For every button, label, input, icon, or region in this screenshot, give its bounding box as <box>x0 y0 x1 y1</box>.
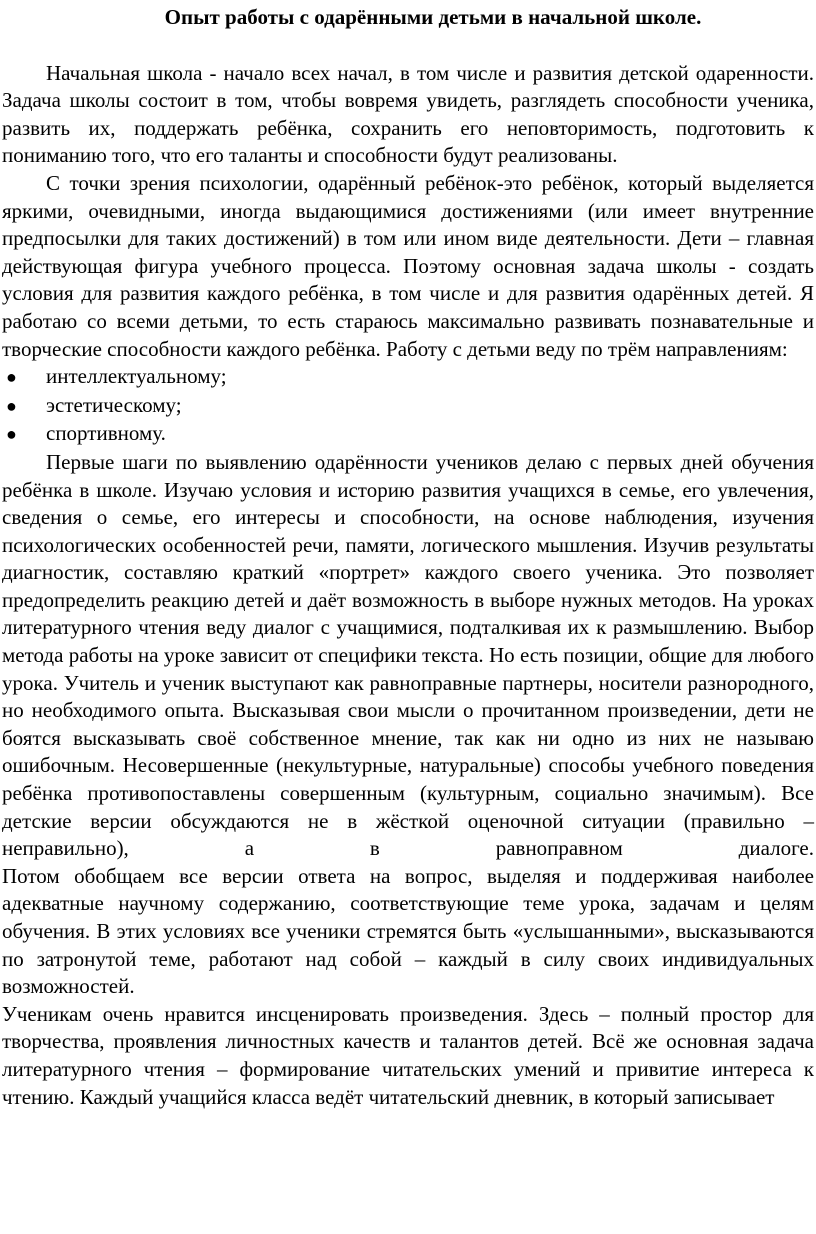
paragraph-generalization: Потом обобщаем все версии ответа на вопрос, выделяя и поддерживая наиболее адекватные научному содержанию, соответствующие теме урока, задачам и целям обучения. В этих условиях все ученики стремятся быть «услышанными», высказываются по затронутой теме, работают над собой – каждый в силу своих индивидуальных возможностей. <box>2 863 814 999</box>
list-item-text: спортивному. <box>46 421 166 446</box>
paragraph-first-steps: Первые шаги по выявлению одарённости учеников делаю с первых дней обучения ребёнка в школе. Изучаю условия и историю развития учащихся в семье, его увлечения, сведения о семье, его интересы и способности, на основе наблюдения, изучения психологических особенностей речи, памяти, логического мышления. Изучив результаты диагностик, составляю краткий «портрет» каждого своего ученика. Это позволяет предопределить реакцию детей и даёт возможность в выборе нужных методов. На уроках литературного чтения веду диалог с учащимися, подталкивая их к размышлению. Выбор метода работы на уроке зависит от специфики текста. Но есть позиции, общие для любого урока. Учитель и ученик выступают как равноправные партнеры, носители разнородного, но необходимого опыта. Высказывая свои мысли о прочитанном произведении, дети не боятся высказывать своё собственное мнение, так как ни одно из них не называю ошибочным. Несовершенные (некультурные, натуральные) способы учебного поведения ребёнка противопоставлены совершенным (культурным, социально значимым). Все детские версии обсуждаются не в жёсткой оценочной ситуации (правильно – неправильно), а в равноправном диалоге. <box>2 449 814 861</box>
paragraph-intro: Начальная школа - начало всех начал, в том числе и развития детской одаренности. Задача школы состоит в том, чтобы вовремя увидеть, разглядеть способности ученика, развить их, поддержать ребёнка, сохранить его неповторимость, подготовить к пониманию того, что его таланты и способности будут реализованы. <box>2 60 814 168</box>
paragraph-dramatization: Ученикам очень нравится инсценировать произведения. Здесь – полный простор для творчества, проявления личностных качеств и талантов детей. Всё же основная задача литературного чтения – формирование читательских умений и привитие интереса к чтению. Каждый учащийся класса ведёт читательский дневник, в который записывает <box>2 1001 814 1109</box>
list-item <box>2 392 814 421</box>
directions-list <box>2 363 814 449</box>
bullet-icon: ● <box>6 424 17 445</box>
list-item-text: эстетическому; <box>46 392 182 417</box>
bullet-icon: ● <box>6 367 17 388</box>
list-item <box>2 363 814 392</box>
list-item-text: интеллектуальному; <box>46 364 227 389</box>
list-item <box>2 420 814 449</box>
paragraph-psychology: С точки зрения психологии, одарённый ребёнок-это ребёнок, который выделяется яркими, очевидными, иногда выдающимися достижениями (или имеет внутренние предпосылки для таких достижений) в том или ином виде деятельности. Дети – главная действующая фигура учебного процесса. Поэтому основная задача школы - создать условия для развития каждого ребёнка, в том числе и для развития одарённых детей. Я работаю со всеми детьми, то есть стараюсь максимально развивать познавательные и творческие способности каждого ребёнка. Работу с детьми веду по трём направлениям: <box>2 170 814 361</box>
document-title: Опыт работы с одарёнными детьми в начальной школе. <box>164 5 702 29</box>
bullet-icon: ● <box>6 395 17 416</box>
